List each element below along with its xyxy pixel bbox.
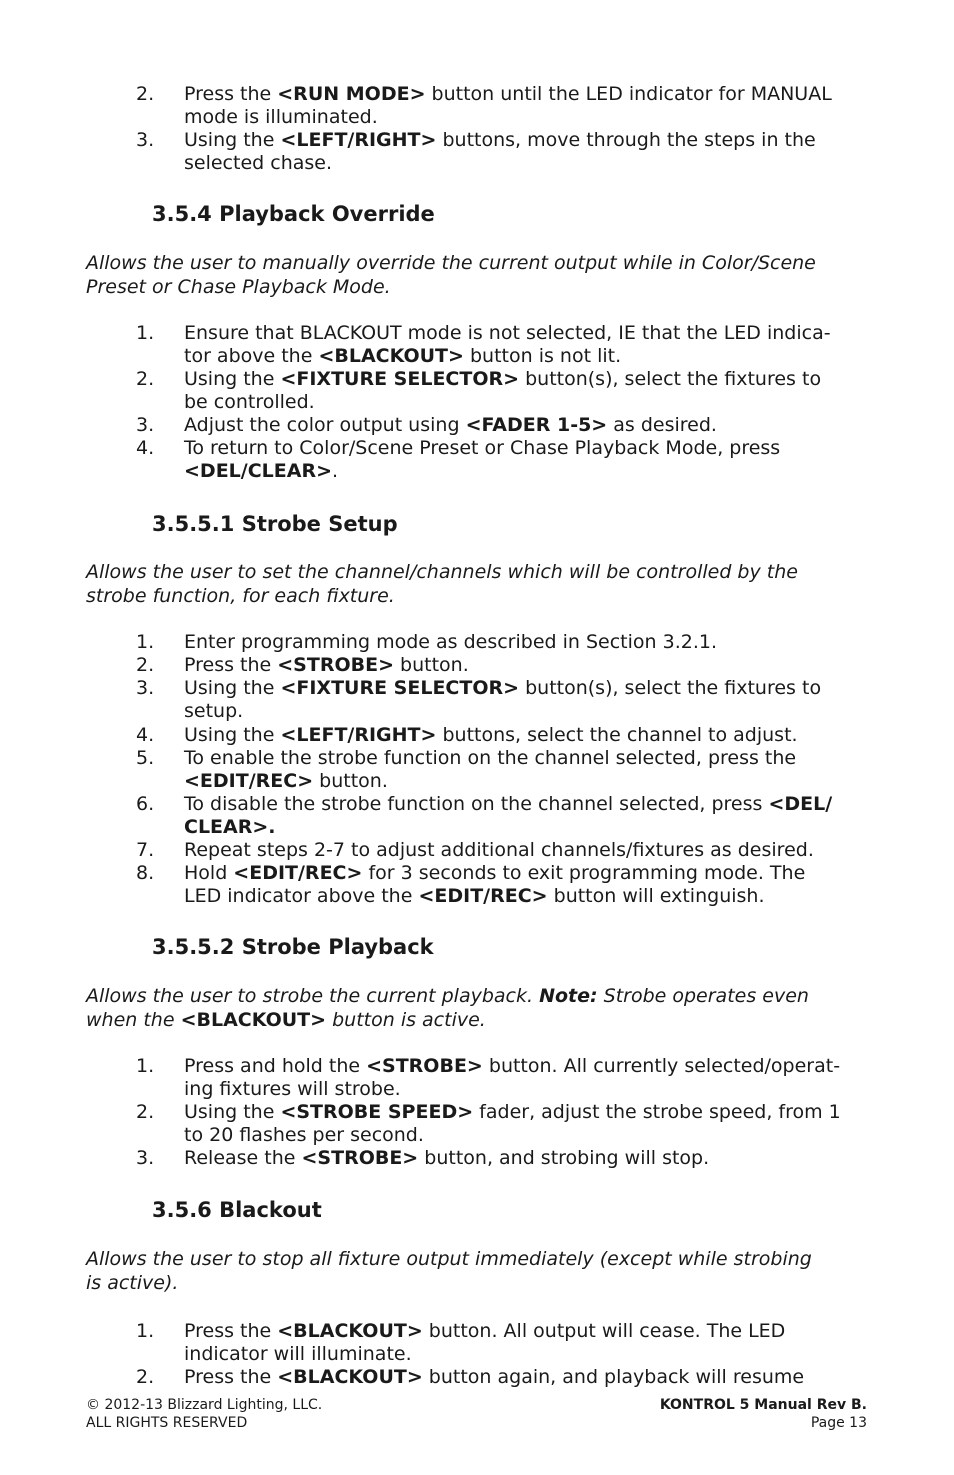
step-text: Press the <BLACKOUT> button. All output will cease. The LED indicator will illuminate.	[184, 1320, 786, 1365]
step-text: Press the <STROBE> button.	[184, 654, 469, 676]
step-number: 6.	[136, 793, 155, 815]
section-heading: 3.5.4 Playback Override	[152, 202, 435, 226]
step-number: 1.	[136, 1055, 155, 1077]
section-heading: 3.5.5.1 Strobe Setup	[152, 512, 398, 536]
step-number: 3.	[136, 677, 155, 699]
section-heading: 3.5.6 Blackout	[152, 1198, 322, 1222]
section-heading: 3.5.5.2 Strobe Playback	[152, 935, 434, 959]
rights-text: ALL RIGHTS RESERVED	[86, 1415, 248, 1431]
step-number: 2.	[136, 368, 155, 390]
step-number: 4.	[136, 437, 155, 459]
step-text: Adjust the color output using <FADER 1-5> as desired.	[184, 414, 717, 436]
step-number: 2.	[136, 1366, 155, 1388]
footer-left	[86, 1396, 322, 1432]
step-number: 3.	[136, 129, 155, 151]
copyright-text: © 2012-13 Blizzard Lighting, LLC.	[86, 1397, 323, 1413]
step-text: Enter programming mode as described in Section 3.2.1.	[184, 631, 717, 653]
step-text: Press and hold the <STROBE> button. All currently selected/operat- ing fixtures will strobe.	[184, 1055, 841, 1100]
step-number: 3.	[136, 414, 155, 436]
manual-title: KONTROL 5 Manual Rev B.	[659, 1397, 867, 1413]
step-number: 1.	[136, 1320, 155, 1342]
footer-right	[660, 1396, 867, 1432]
step-number: 1.	[136, 631, 155, 653]
step-text: Release the <STROBE> button, and strobing will stop.	[184, 1147, 710, 1169]
step-number: 3.	[136, 1147, 155, 1169]
step-number: 2.	[136, 654, 155, 676]
step-text: Press the <BLACKOUT> button again, and playback will resume	[184, 1366, 805, 1388]
step-text: Using the <FIXTURE SELECTOR> button(s), select the fixtures to be controlled.	[184, 368, 822, 413]
section-intro: Allows the user to set the channel/channels which will be controlled by the strobe function, for each fixture.	[86, 561, 798, 607]
step-text: Using the <LEFT/RIGHT> buttons, select the channel to adjust.	[184, 724, 798, 746]
step-number: 1.	[136, 322, 155, 344]
step-number: 4.	[136, 724, 155, 746]
step-text: Using the <FIXTURE SELECTOR> button(s), select the fixtures to setup.	[184, 677, 822, 722]
step-text: Using the <LEFT/RIGHT> buttons, move through the steps in the selected chase.	[184, 129, 816, 174]
step-text: To enable the strobe function on the channel selected, press the <EDIT/REC> button.	[184, 747, 797, 792]
section-intro: Allows the user to strobe the current playback. Note: Strobe operates even when the <BLACKOUT> button is active.	[86, 985, 809, 1031]
section-intro: Allows the user to stop all fixture output immediately (except while strobing is active).	[86, 1248, 812, 1294]
step-number: 2.	[136, 1101, 155, 1123]
step-number: 2.	[136, 83, 155, 105]
step-text: Using the <STROBE SPEED> fader, adjust the strobe speed, from 1 to 20 flashes per second.	[184, 1101, 841, 1146]
section-intro: Allows the user to manually override the current output while in Color/Scene Preset or Chase Playback Mode.	[86, 252, 816, 298]
step-text: Press the <RUN MODE> button until the LED indicator for MANUAL mode is illuminated.	[184, 83, 832, 128]
step-number: 8.	[136, 862, 155, 884]
step-number: 5.	[136, 747, 155, 769]
step-number: 7.	[136, 839, 155, 861]
step-text: To return to Color/Scene Preset or Chase Playback Mode, press <DEL/CLEAR>.	[184, 437, 781, 482]
step-text: Hold <EDIT/REC> for 3 seconds to exit programming mode. The LED indicator above the <EDIT/REC> button will extinguish.	[184, 862, 806, 907]
step-text: To disable the strobe function on the channel selected, press <DEL/ CLEAR>.	[184, 793, 833, 838]
step-text: Repeat steps 2-7 to adjust additional channels/fixtures as desired.	[184, 839, 814, 861]
page-number: Page 13	[810, 1415, 867, 1431]
step-text: Ensure that BLACKOUT mode is not selected, IE that the LED indica- tor above the <BLACKOUT> button is not lit.	[184, 322, 831, 367]
